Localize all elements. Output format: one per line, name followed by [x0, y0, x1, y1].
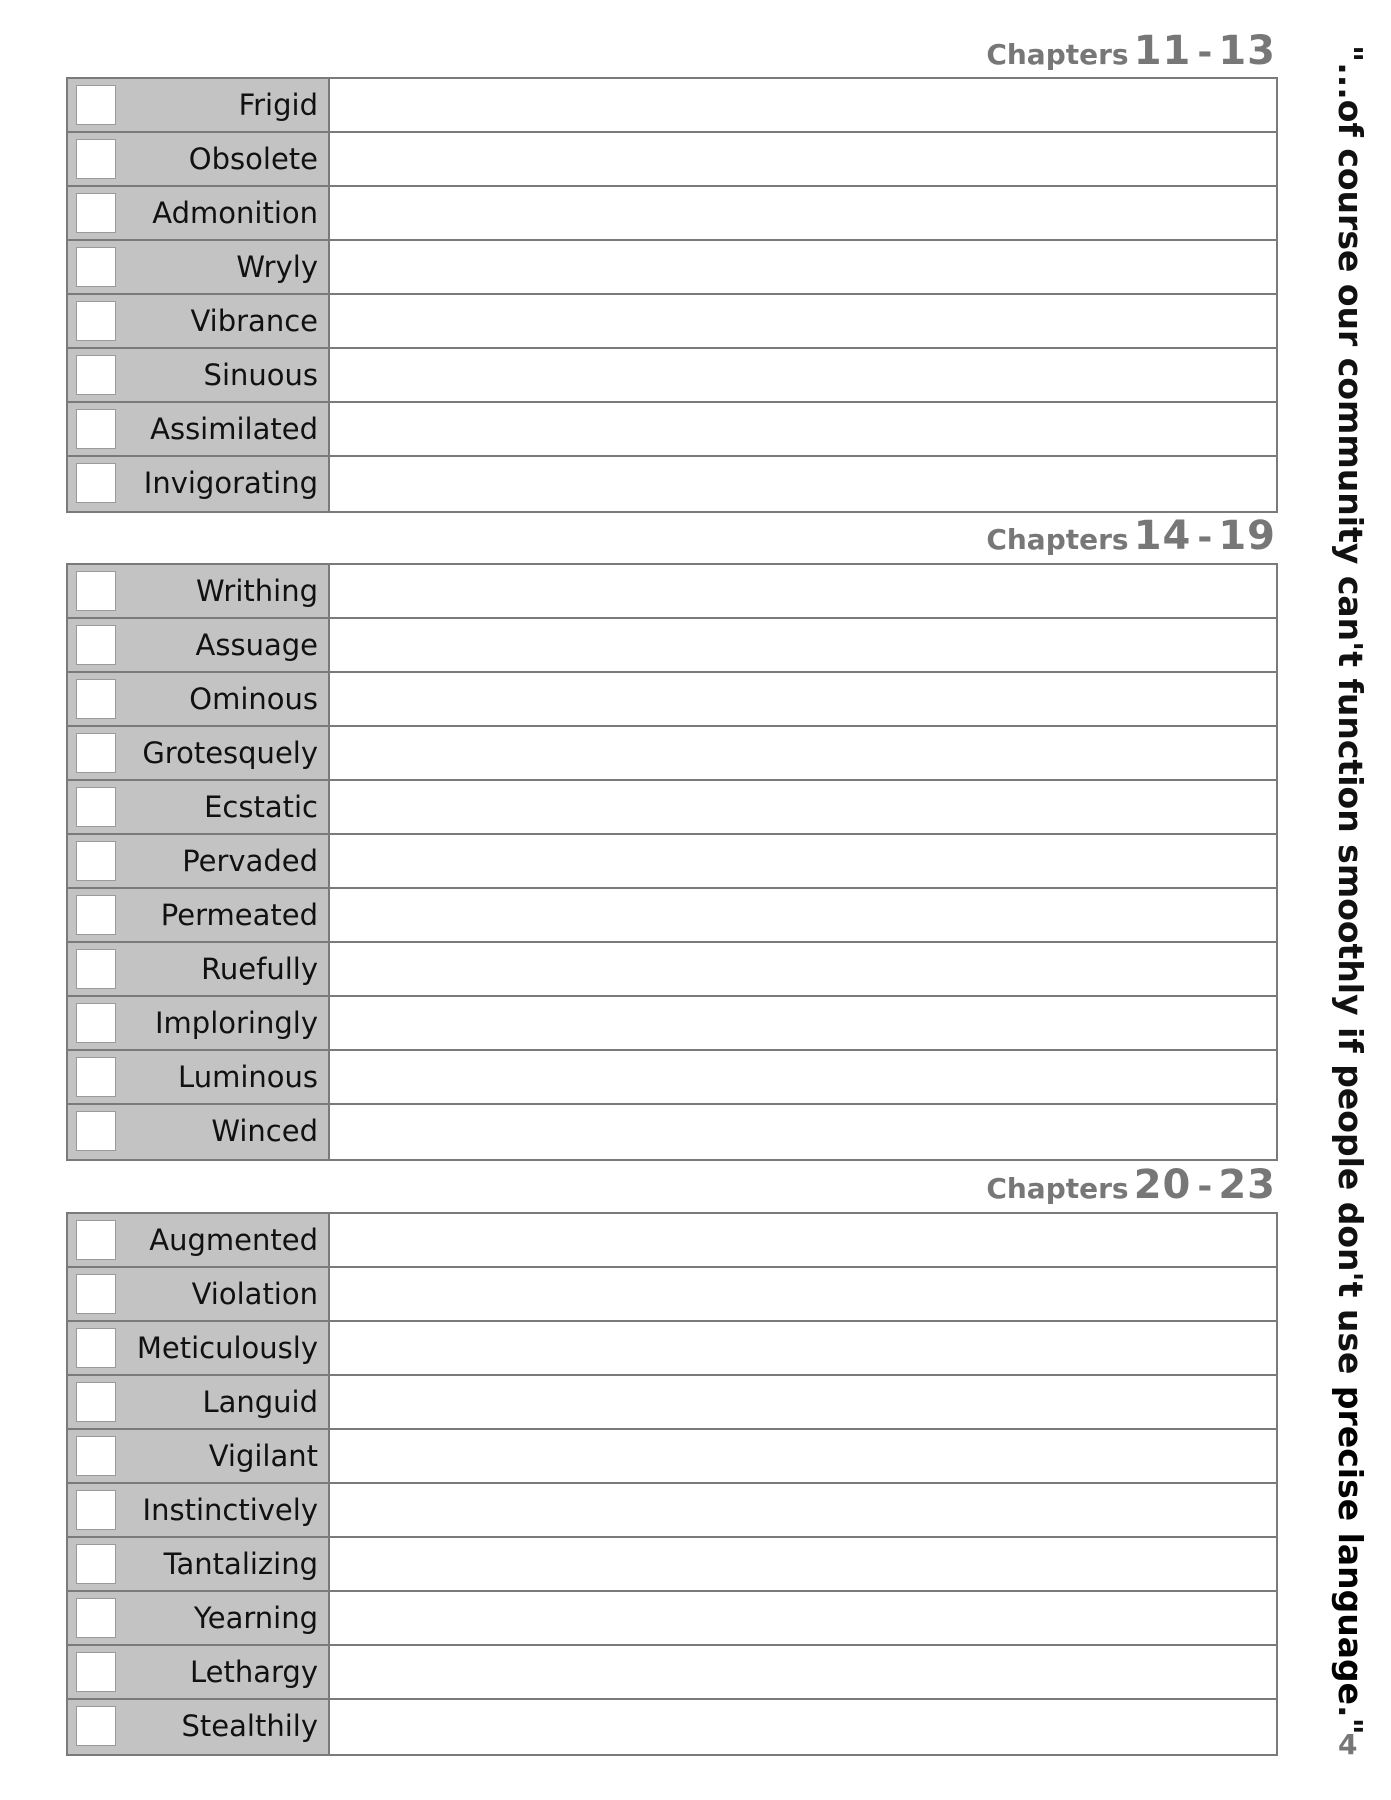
definition-field[interactable]: [330, 889, 1276, 941]
vocab-word: Vibrance: [190, 304, 318, 338]
vocab-word: Imploringly: [155, 1006, 318, 1040]
definition-field[interactable]: [330, 457, 1276, 511]
chapter-label: Chapters: [986, 1172, 1129, 1205]
definition-field[interactable]: [330, 187, 1276, 239]
word-checkbox[interactable]: [76, 1328, 116, 1368]
definition-field[interactable]: [330, 1105, 1276, 1159]
definition-field[interactable]: [330, 781, 1276, 833]
word-checkbox[interactable]: [76, 571, 116, 611]
vocab-row: [68, 79, 1276, 133]
definition-field[interactable]: [330, 673, 1276, 725]
vocab-table-11-13: [66, 77, 1278, 513]
word-cell: [68, 1051, 330, 1103]
definition-field[interactable]: [330, 79, 1276, 131]
chapter-start: 11: [1133, 28, 1192, 74]
vocab-word: Ruefully: [201, 952, 318, 986]
vocab-row: [68, 1105, 1276, 1159]
definition-field[interactable]: [330, 403, 1276, 455]
definition-field[interactable]: [330, 619, 1276, 671]
word-checkbox[interactable]: [76, 625, 116, 665]
vocab-row: [68, 1484, 1276, 1538]
word-checkbox[interactable]: [76, 1003, 116, 1043]
vocab-row: [68, 403, 1276, 457]
word-cell: [68, 133, 330, 185]
vocab-row: [68, 1700, 1276, 1754]
chapter-start: 20: [1133, 1162, 1192, 1208]
definition-field[interactable]: [330, 1322, 1276, 1374]
vocab-word: Vigilant: [208, 1439, 318, 1473]
vocab-row: [68, 1376, 1276, 1430]
vocab-row: [68, 457, 1276, 511]
vocab-row: [68, 295, 1276, 349]
word-checkbox[interactable]: [76, 1382, 116, 1422]
word-cell: [68, 835, 330, 887]
word-checkbox[interactable]: [76, 85, 116, 125]
word-checkbox[interactable]: [76, 247, 116, 287]
vocab-word: Ecstatic: [204, 790, 318, 824]
vocab-word: Admonition: [152, 196, 318, 230]
word-checkbox[interactable]: [76, 679, 116, 719]
word-checkbox[interactable]: [76, 193, 116, 233]
vocab-word: Invigorating: [143, 466, 318, 500]
vocab-row: [68, 943, 1276, 997]
vocab-row: [68, 133, 1276, 187]
vocab-word: Instinctively: [142, 1493, 318, 1527]
vocab-word: Assuage: [195, 628, 318, 662]
chapter-start: 14: [1133, 513, 1192, 559]
definition-field[interactable]: [330, 133, 1276, 185]
vocab-word: Yearning: [193, 1601, 318, 1635]
word-cell: [68, 1700, 330, 1754]
chapter-end: 19: [1218, 513, 1276, 559]
vocab-word: Wryly: [236, 250, 318, 284]
vocab-word: Stealthily: [181, 1709, 318, 1743]
vocab-word: Tantalizing: [163, 1547, 318, 1581]
vocab-row: [68, 673, 1276, 727]
definition-field[interactable]: [330, 565, 1276, 617]
word-cell: [68, 403, 330, 455]
vocab-word: Writhing: [196, 574, 318, 608]
vocab-row: [68, 997, 1276, 1051]
chapter-header-20-23: [400, 1162, 1276, 1208]
quote-text-start: "...of course our community can't function smoothly if people don't use: [1331, 45, 1370, 1387]
definition-field[interactable]: [330, 727, 1276, 779]
definition-field[interactable]: [330, 1268, 1276, 1320]
word-cell: [68, 619, 330, 671]
vocab-row: [68, 889, 1276, 943]
word-cell: [68, 349, 330, 401]
vocab-word: Ominous: [189, 682, 318, 716]
definition-field[interactable]: [330, 1484, 1276, 1536]
word-cell: [68, 1322, 330, 1374]
word-checkbox[interactable]: [76, 1220, 116, 1260]
chapter-label: Chapters: [986, 523, 1129, 556]
word-checkbox[interactable]: [76, 787, 116, 827]
word-cell: [68, 1430, 330, 1482]
vocab-word: Permeated: [160, 898, 318, 932]
word-checkbox[interactable]: [76, 949, 116, 989]
quote-emphasis: precise language: [1331, 1386, 1370, 1706]
vocab-row: [68, 619, 1276, 673]
vocab-word: Pervaded: [182, 844, 318, 878]
word-checkbox[interactable]: [76, 733, 116, 773]
vocab-word: Sinuous: [203, 358, 318, 392]
definition-field[interactable]: [330, 997, 1276, 1049]
chapter-dash: -: [1197, 1166, 1213, 1207]
vocab-word: Augmented: [149, 1223, 318, 1257]
definition-field[interactable]: [330, 943, 1276, 995]
word-cell: [68, 79, 330, 131]
word-checkbox[interactable]: [76, 841, 116, 881]
quote-text-end: .": [1331, 1705, 1370, 1735]
chapter-label: Chapters: [986, 38, 1129, 71]
word-checkbox[interactable]: [76, 355, 116, 395]
vocab-row: [68, 187, 1276, 241]
word-checkbox[interactable]: [76, 301, 116, 341]
vocab-word: Lethargy: [190, 1655, 318, 1689]
definition-field[interactable]: [330, 1376, 1276, 1428]
definition-field[interactable]: [330, 1646, 1276, 1698]
word-cell: [68, 295, 330, 347]
vocab-row: [68, 565, 1276, 619]
word-checkbox[interactable]: [76, 463, 116, 503]
word-checkbox[interactable]: [76, 1436, 116, 1476]
word-cell: [68, 889, 330, 941]
side-quote-container: [1315, 45, 1385, 1735]
vocab-row: [68, 349, 1276, 403]
definition-field[interactable]: [330, 241, 1276, 293]
word-checkbox[interactable]: [76, 895, 116, 935]
word-checkbox[interactable]: [76, 1111, 116, 1151]
word-cell: [68, 781, 330, 833]
chapter-header-14-19: [400, 513, 1276, 559]
definition-field[interactable]: [330, 295, 1276, 347]
word-cell: [68, 187, 330, 239]
word-cell: [68, 1214, 330, 1266]
vocab-row: [68, 835, 1276, 889]
vocab-word: Winced: [211, 1114, 318, 1148]
word-cell: [68, 1268, 330, 1320]
vocab-row: [68, 781, 1276, 835]
vocab-row: [68, 1592, 1276, 1646]
chapter-dash: -: [1197, 32, 1213, 73]
definition-field[interactable]: [330, 835, 1276, 887]
word-cell: [68, 1376, 330, 1428]
word-checkbox[interactable]: [76, 1544, 116, 1584]
word-cell: [68, 241, 330, 293]
definition-field[interactable]: [330, 1538, 1276, 1590]
word-checkbox[interactable]: [76, 1598, 116, 1638]
vocab-row: [68, 1214, 1276, 1268]
vocab-word: Languid: [202, 1385, 318, 1419]
word-cell: [68, 1646, 330, 1698]
vocab-word: Violation: [191, 1277, 318, 1311]
chapter-dash: -: [1197, 517, 1213, 558]
vocab-row: [68, 727, 1276, 781]
chapter-header-11-13: [400, 28, 1276, 74]
chapter-end: 13: [1218, 28, 1276, 74]
definition-field[interactable]: [330, 1700, 1276, 1754]
vocab-row: [68, 241, 1276, 295]
word-cell: [68, 997, 330, 1049]
word-checkbox[interactable]: [76, 409, 116, 449]
word-cell: [68, 457, 330, 511]
vocab-word: Frigid: [238, 88, 318, 122]
word-cell: [68, 565, 330, 617]
vocab-word: Meticulously: [136, 1331, 318, 1365]
word-cell: [68, 943, 330, 995]
side-quote: [1315, 45, 1385, 1735]
page-number: 4: [1338, 1728, 1358, 1761]
word-cell: [68, 727, 330, 779]
vocab-row: [68, 1051, 1276, 1105]
word-cell: [68, 1105, 330, 1159]
definition-field[interactable]: [330, 1430, 1276, 1482]
definition-field[interactable]: [330, 1051, 1276, 1103]
word-checkbox[interactable]: [76, 1274, 116, 1314]
word-cell: [68, 1592, 330, 1644]
definition-field[interactable]: [330, 349, 1276, 401]
vocab-row: [68, 1538, 1276, 1592]
vocab-row: [68, 1430, 1276, 1484]
vocab-word: Obsolete: [188, 142, 318, 176]
word-checkbox[interactable]: [76, 1652, 116, 1692]
chapter-end: 23: [1218, 1162, 1276, 1208]
word-cell: [68, 673, 330, 725]
word-checkbox[interactable]: [76, 1057, 116, 1097]
vocab-word: Assimilated: [150, 412, 318, 446]
vocab-table-14-19: [66, 563, 1278, 1161]
word-checkbox[interactable]: [76, 1490, 116, 1530]
word-cell: [68, 1484, 330, 1536]
definition-field[interactable]: [330, 1592, 1276, 1644]
definition-field[interactable]: [330, 1214, 1276, 1266]
vocab-row: [68, 1322, 1276, 1376]
word-cell: [68, 1538, 330, 1590]
vocab-table-20-23: [66, 1212, 1278, 1756]
word-checkbox[interactable]: [76, 1706, 116, 1746]
word-checkbox[interactable]: [76, 139, 116, 179]
vocab-word: Luminous: [178, 1060, 318, 1094]
vocab-row: [68, 1268, 1276, 1322]
vocab-word: Grotesquely: [142, 736, 318, 770]
vocab-row: [68, 1646, 1276, 1700]
